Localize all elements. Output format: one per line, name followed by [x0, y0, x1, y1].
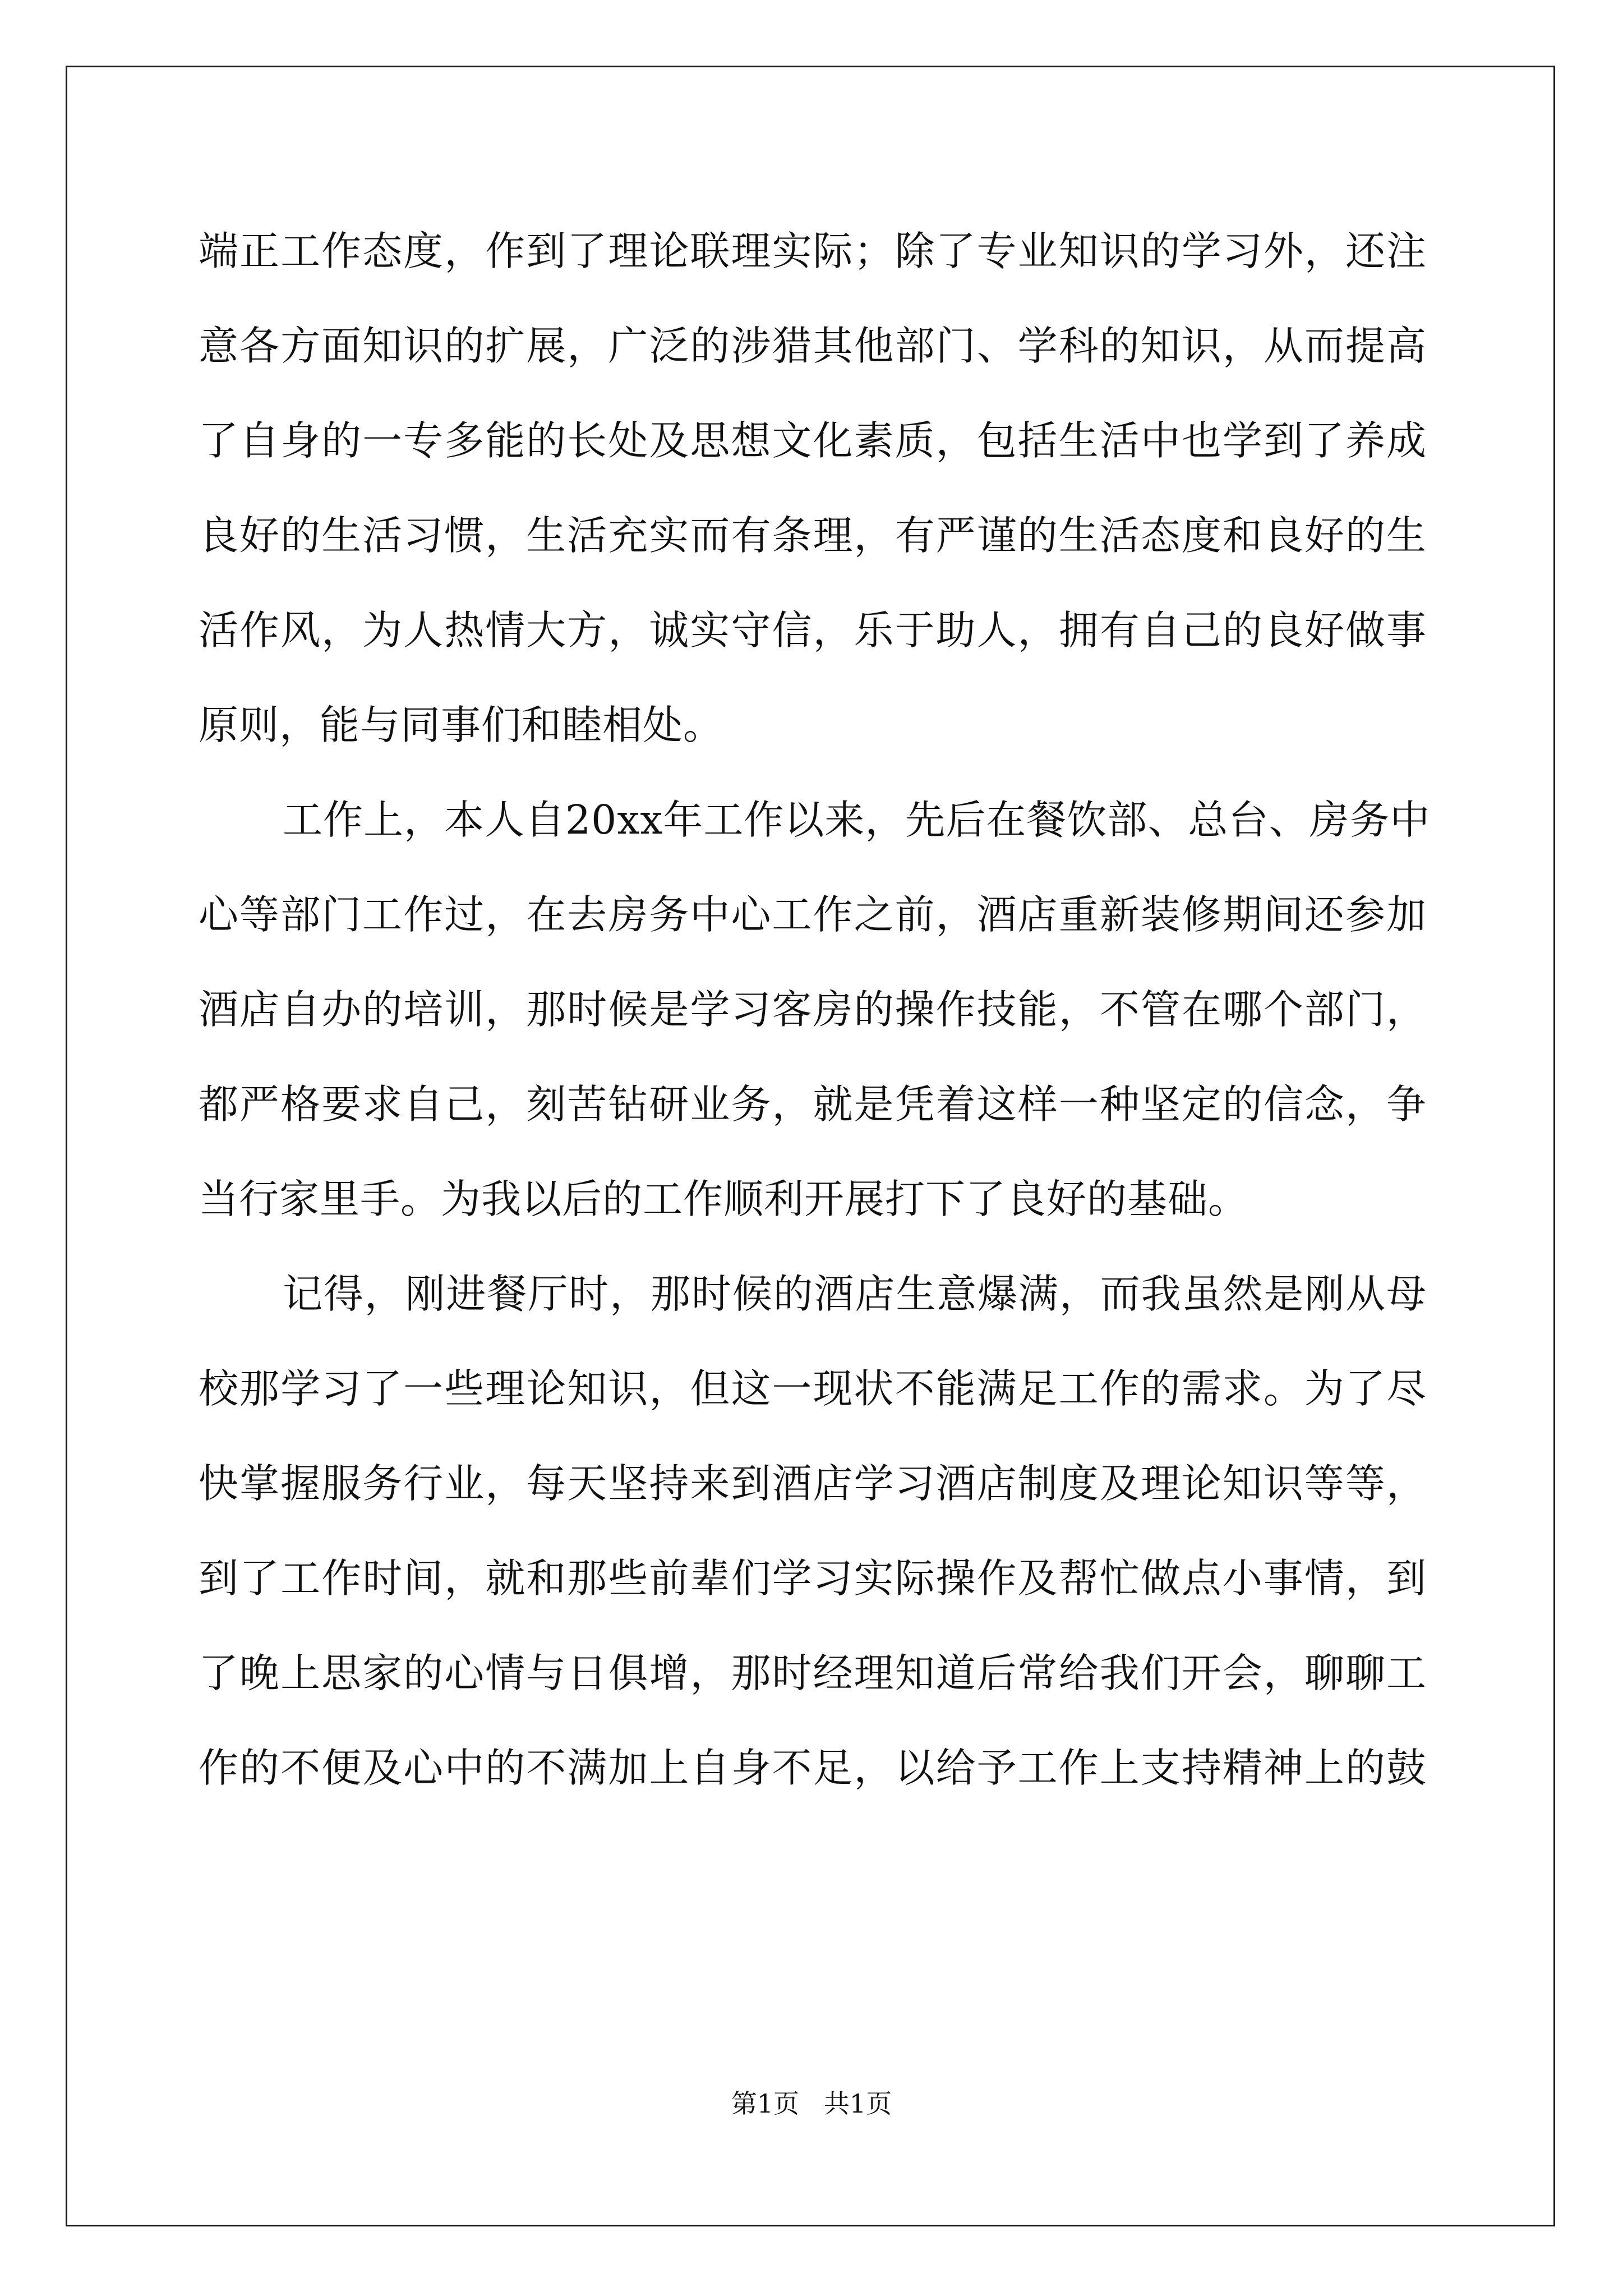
text-line: 意各方面知识的扩展，广泛的涉猎其他部门、学科的知识，从而提高: [199, 323, 1427, 369]
text-line: 快掌握服务行业，每天坚持来到酒店学习酒店制度及理论知识等等，: [199, 1460, 1427, 1507]
text-line: 记得，刚进餐厅时，那时候的酒店生意爆满，而我虽然是刚从母: [283, 1271, 1427, 1317]
text-line: 原则，能与同事们和睦相处。: [199, 702, 724, 748]
text-line: 良好的生活习惯，生活充实而有条理，有严谨的生活态度和良好的生: [199, 512, 1427, 559]
document-body: [199, 219, 1431, 1830]
text-line: 工作上，本人自20xx年工作以来，先后在餐饮部、总台、房务中: [283, 797, 1431, 843]
text-line: 酒店自办的培训，那时候是学习客房的操作技能，不管在哪个部门，: [199, 986, 1427, 1033]
text-line: 端正工作态度，作到了理论联理实际；除了专业知识的学习外，还注: [199, 228, 1427, 274]
text-line: 当行家里手。为我以后的工作顺利开展打下了良好的基础。: [199, 1176, 1249, 1222]
page-footer: 第1页 共1页: [731, 2088, 892, 2119]
text-line: 活作风，为人热情大方，诚实守信，乐于助人，拥有自己的良好做事: [199, 607, 1427, 654]
text-line: 校那学习了一些理论知识，但这一现状不能满足工作的需求。为了尽: [199, 1365, 1427, 1412]
text-line: 了晚上思家的心情与日俱增，那时经理知道后常给我们开会，聊聊工: [199, 1650, 1427, 1696]
text-line: 到了工作时间，就和那些前辈们学习实际操作及帮忙做点小事情，到: [199, 1555, 1427, 1602]
text-line: 心等部门工作过，在去房务中心工作之前，酒店重新装修期间还参加: [199, 891, 1427, 938]
text-line: 作的不便及心中的不满加上自身不足，以给予工作上支持精神上的鼓: [199, 1745, 1427, 1791]
text-line: 了自身的一专多能的长处及思想文化素质，包括生活中也学到了养成: [199, 417, 1427, 464]
text-line: 都严格要求自己，刻苦钻研业务，就是凭着这样一种坚定的信念，争: [199, 1081, 1427, 1128]
